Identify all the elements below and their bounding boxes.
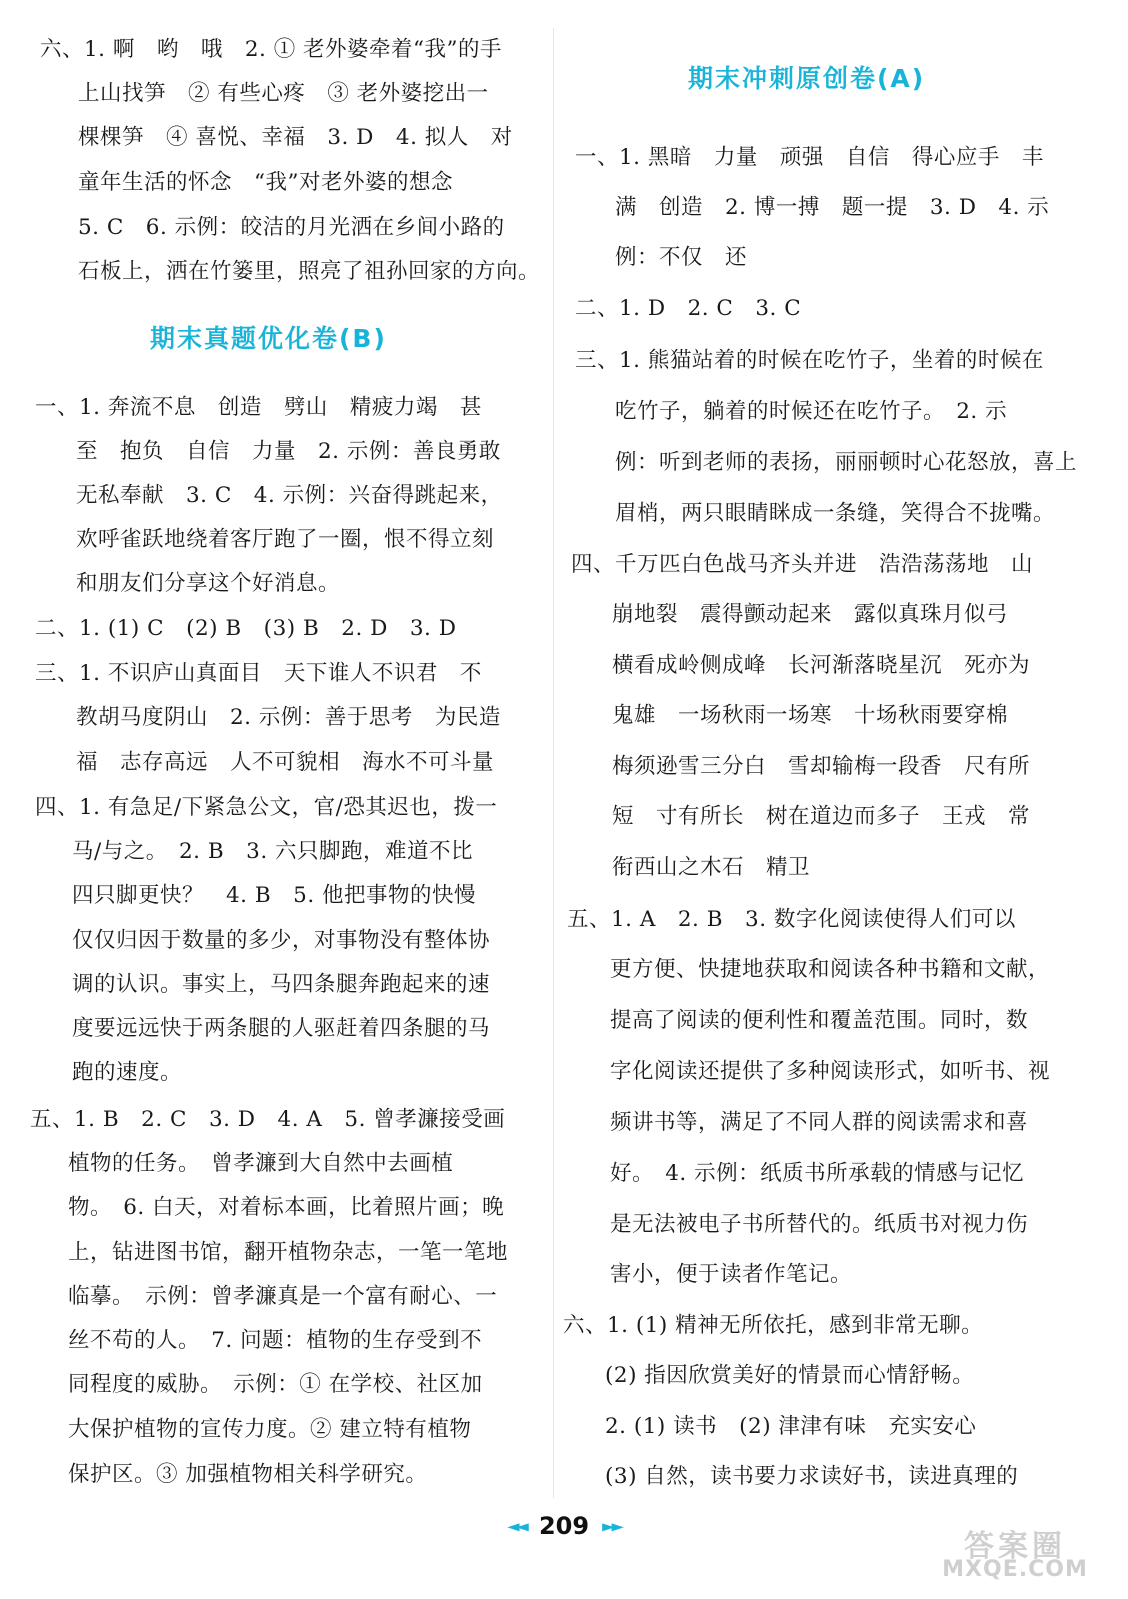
text-line: 六、1. (1) 精神无所依托，感到非常无聊。 [563, 1313, 984, 1338]
column-divider [553, 28, 554, 1498]
text-line: 是无法被电子书所替代的。纸质书对视力伤 [610, 1212, 1029, 1237]
section-heading-b: 期末真题优化卷(B) [150, 324, 387, 353]
text-line: 福 志存高远 人不可貌相 海水不可斗量 [76, 750, 495, 775]
text-line: 一、1. 黑暗 力量 顽强 自信 得心应手 丰 [575, 145, 1044, 170]
text-line: 上，钻进图书馆，翻开植物杂志，一笔一笔地 [68, 1240, 509, 1265]
text-line: 和朋友们分享这个好消息。 [76, 571, 341, 596]
text-line: 上山找笋 ② 有些心疼 ③ 老外婆挖出一 [78, 81, 489, 106]
text-line: 横看成岭侧成峰 长河渐落晓星沉 死亦为 [612, 653, 1031, 678]
text-line: 教胡马度阴山 2. 示例：善于思考 为民造 [76, 705, 501, 730]
text-line: 同程度的威胁。 示例：① 在学校、社区加 [68, 1372, 483, 1397]
text-line: 吃竹子，躺着的时候还在吃竹子。 2. 示 [615, 399, 1008, 424]
page-footer [0, 1512, 1128, 1546]
text-line: 至 抱负 自信 力量 2. 示例：善良勇敢 [76, 439, 501, 464]
text-line: 例：不仅 还 [615, 245, 748, 270]
text-line: 欢呼雀跃地绕着客厅跑了一圈，恨不得立刻 [76, 527, 495, 552]
text-line: 提高了阅读的便利性和覆盖范围。同时，数 [610, 1008, 1029, 1033]
text-line: 大保护植物的宣传力度。② 建立特有植物 [68, 1417, 472, 1442]
text-line: 三、1. 不识庐山真面目 天下谁人不识君 不 [35, 661, 482, 686]
next-arrows-icon: ►► [602, 1516, 621, 1536]
text-line: 调的认识。事实上，马四条腿奔跑起来的速 [72, 972, 491, 997]
text-line: 丝不苟的人。 7. 问题：植物的生存受到不 [68, 1328, 483, 1353]
watermark-top-text: 答案圈 [964, 1529, 1066, 1564]
text-line: 度要远远快于两条腿的人驱赶着四条腿的马 [72, 1016, 491, 1041]
text-line: 石板上，洒在竹篓里，照亮了祖孙回家的方向。 [78, 259, 541, 284]
text-line: 跑的速度。 [72, 1060, 183, 1085]
text-line: 字化阅读还提供了多种阅读形式，如听书、视 [610, 1059, 1051, 1084]
text-line: 好。 4. 示例：纸质书所承载的情感与记忆 [610, 1161, 1025, 1186]
text-line: 物。 6. 白天，对着标本画，比着照片画；晚 [68, 1195, 505, 1220]
text-line: 三、1. 熊猫站着的时候在吃竹子，坐着的时候在 [575, 348, 1044, 373]
text-line: 更方便、快捷地获取和阅读各种书籍和文献， [610, 957, 1051, 982]
text-line: 棵棵笋 ④ 喜悦、幸福 3. D 4. 拟人 对 [78, 125, 513, 150]
text-line: 鬼雄 一场秋雨一场寒 十场秋雨要穿棉 [612, 703, 1009, 728]
text-line: 满 创造 2. 博一搏 题一提 3. D 4. 示 [615, 195, 1050, 220]
text-line: 5. C 6. 示例：皎洁的月光洒在乡间小路的 [78, 215, 505, 240]
text-line: 五、1. A 2. B 3. 数字化阅读使得人们可以 [567, 907, 1016, 932]
text-line: 2. (1) 读书 (2) 津津有味 充实安心 [605, 1414, 977, 1439]
section-heading-a: 期末冲刺原创卷(A) [688, 64, 926, 93]
text-line: (3) 自然，读书要力求读好书，读进真理的 [605, 1464, 1019, 1489]
text-line: 二、1. (1) C (2) B (3) B 2. D 3. D [35, 616, 457, 641]
text-line: 一、1. 奔流不息 创造 劈山 精疲力竭 甚 [35, 395, 482, 420]
text-line: 临摹。 示例：曾孝濂真是一个富有耐心、一 [68, 1284, 498, 1309]
text-line: 四、千万匹白色战马齐头并进 浩浩荡荡地 山 [571, 552, 1034, 577]
text-line: 频讲书等，满足了不同人群的阅读需求和喜 [610, 1110, 1029, 1135]
text-line: 六、1. 啊 哟 哦 2. ① 老外婆牵着“我”的手 [40, 37, 503, 62]
text-line: 四、1. 有急足/下紧急公文，官/恐其迟也，拨一 [35, 795, 498, 820]
text-line: 短 寸有所长 树在道边而多子 王戎 常 [612, 804, 1031, 829]
text-line: 害小，便于读者作笔记。 [610, 1262, 853, 1287]
text-line: 马/与之。 2. B 3. 六只脚跑，难道不比 [72, 839, 473, 864]
text-line: 崩地裂 震得颤动起来 露似真珠月似弓 [612, 602, 1009, 627]
prev-arrows-icon: ◄◄ [507, 1516, 526, 1536]
text-line: 无私奉献 3. C 4. 示例：兴奋得跳起来， [76, 483, 503, 508]
text-line: 五、1. B 2. C 3. D 4. A 5. 曾孝濂接受画 [30, 1107, 506, 1132]
page-number: 209 [538, 1512, 590, 1540]
text-line: 植物的任务。 曾孝濂到大自然中去画植 [68, 1151, 454, 1176]
text-line: 眉梢，两只眼睛眯成一条缝，笑得合不拢嘴。 [615, 501, 1056, 526]
watermark-bottom-text: MXQE.COM [942, 1557, 1088, 1582]
text-line: 二、1. D 2. C 3. C [575, 296, 802, 321]
text-line: 童年生活的怀念 “我”对老外婆的想念 [78, 170, 453, 195]
text-line: 梅须逊雪三分白 雪却输梅一段香 尺有所 [612, 754, 1031, 779]
text-line: (2) 指因欣赏美好的情景而心情舒畅。 [605, 1363, 975, 1388]
text-line: 四只脚更快？ 4. B 5. 他把事物的快慢 [72, 883, 476, 908]
text-line: 仅仅归因于数量的多少，对事物没有整体协 [72, 928, 491, 953]
text-line: 衔西山之木石 精卫 [612, 855, 811, 880]
text-line: 例：听到老师的表扬，丽丽顿时心花怒放，喜上 [615, 450, 1078, 475]
text-line: 保护区。③ 加强植物相关科学研究。 [68, 1462, 428, 1487]
